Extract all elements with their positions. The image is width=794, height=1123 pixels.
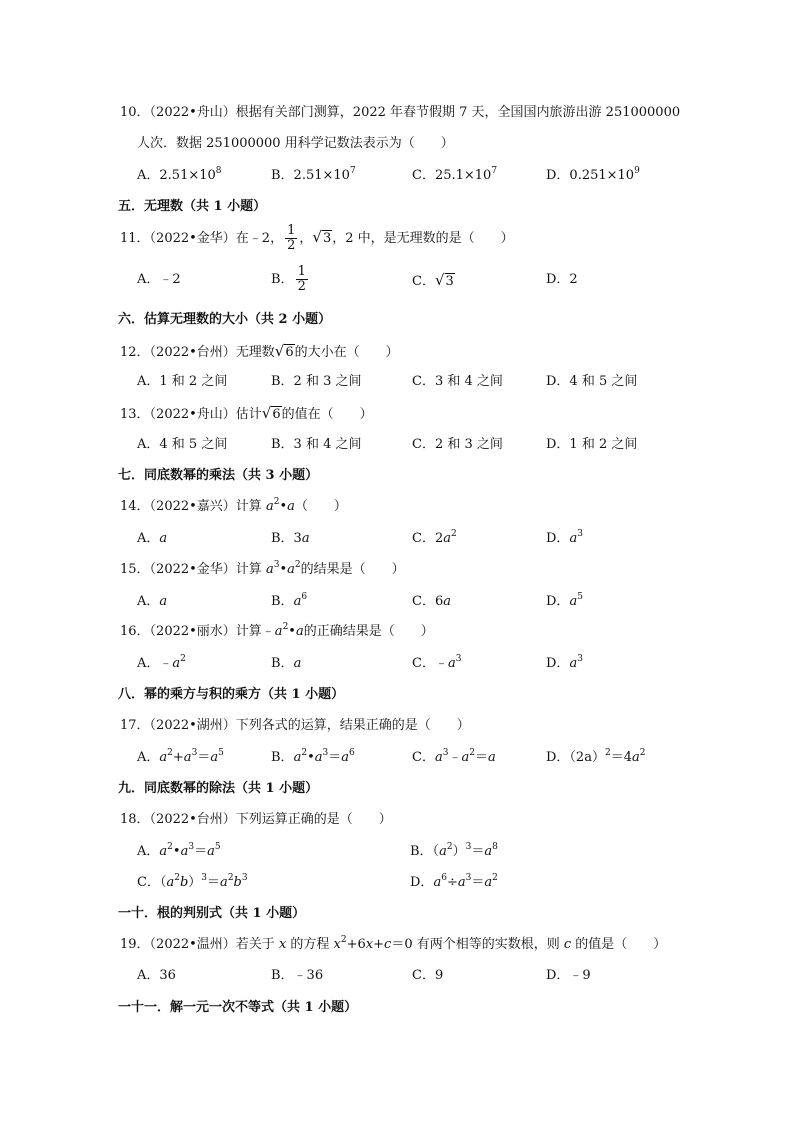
- question-10: [120, 104, 680, 122]
- section-heading-11: 一十一．解一元一次不等式（共 1 小题）: [118, 1000, 358, 1015]
- q19-option-b: B．﹣36: [271, 968, 324, 983]
- q11-option-d: D．2: [546, 272, 578, 287]
- question-15: 15．（2022•金华）计算 $a^3•a^2$的结果是（ ）: [120, 560, 405, 577]
- q18-option-c: C．$(a^2b)^3=a^2b^3$: [137, 873, 248, 890]
- q18-option-d: D．$a^6\div a^3=a^2$: [410, 873, 498, 890]
- question-13: 13．（2022•舟山）估计√6的值在（ ）: [120, 404, 373, 422]
- q13-option-c: C．2 和 3 之间: [412, 437, 503, 452]
- q11-option-c: C．√3: [412, 271, 454, 289]
- section-heading-5: 五．无理数（共 1 小题）: [118, 199, 267, 214]
- q10-option-a: A．$2.51\times 10^8$: [137, 166, 222, 183]
- q17-option-a: A．$a^2+a^3=a^5$: [137, 748, 224, 765]
- q12-option-b: B．2 和 3 之间: [271, 374, 362, 389]
- q12-option-a: A．1 和 2 之间: [137, 374, 228, 389]
- sqrt-symbol: √3: [312, 228, 332, 246]
- q13-option-d: D．1 和 2 之间: [546, 437, 638, 452]
- q10-option-b: B．$2.51\times 10^7$: [271, 166, 356, 183]
- question-16: 16．（2022•丽水）计算$﹣a^2•a$的正确结果是（ ）: [120, 622, 434, 639]
- q17-option-b: B．$a^2•a^3=a^6$: [271, 748, 355, 765]
- q17-option-d: D．$(2a)^2=4a^2$: [546, 748, 646, 765]
- section-heading-7: 七．同底数幂的乘法（共 3 小题）: [118, 468, 319, 483]
- section-heading-10: 一十．根的判别式（共 1 小题）: [118, 906, 306, 921]
- q16-option-d: D．$a^3$: [546, 654, 583, 671]
- question-10-cont: [137, 135, 454, 153]
- question-18: 18．（2022•台州）下列运算正确的是（ ）: [120, 812, 392, 827]
- q15-option-d: D．$a^5$: [546, 592, 583, 609]
- q18-option-a: A．$a^2•a^3=a^5$: [137, 842, 221, 859]
- q11-option-b: B． $\frac{1}{2}$: [271, 264, 306, 294]
- q19-option-a: A．36: [137, 968, 176, 983]
- q11-option-a: A．﹣2: [137, 272, 181, 287]
- q17-option-c: C．$a^3﹣a^2=a$: [412, 748, 496, 765]
- q16-option-a: A．$﹣a^2$: [137, 654, 186, 671]
- q14-option-c: C．$2a^2$: [412, 529, 457, 546]
- q15-option-c: C．6a: [412, 594, 451, 609]
- question-17: 17．（2022•湖州）下列各式的运算，结果正确的是（ ）: [120, 718, 470, 733]
- fraction: $\frac{1}{2}$: [287, 223, 296, 253]
- q19-option-d: D．﹣9: [546, 968, 591, 983]
- q13-option-b: B．3 和 4 之间: [271, 437, 362, 452]
- q16-option-b: B．a: [271, 656, 302, 671]
- q14-option-b: B．3a: [271, 531, 310, 546]
- question-10-text-2: 人次．数据 251000000 用科学记数法表示为（ ）: [137, 136, 454, 151]
- q15-option-a: A．a: [137, 594, 168, 609]
- q12-option-c: C．3 和 4 之间: [412, 374, 503, 389]
- q15-option-b: B．$a^6$: [271, 592, 308, 609]
- question-11: 11．（2022•金华）在﹣2， $\frac{1}{2}$ ，√3，2 中，是无理数的是（ ）: [120, 223, 514, 253]
- q19-option-c: C．9: [412, 968, 444, 983]
- q13-option-a: A．4 和 5 之间: [137, 437, 228, 452]
- q12-option-d: D．4 和 5 之间: [546, 374, 638, 389]
- section-heading-9: 九．同底数幂的除法（共 1 小题）: [118, 781, 319, 796]
- question-12: 12．（2022•台州）无理数√6的大小在（ ）: [120, 342, 399, 360]
- q16-option-c: C．$﹣a^3$: [412, 654, 462, 671]
- question-14: 14．（2022•嘉兴）计算 $a^2•a$（ ）: [120, 497, 347, 514]
- q10-option-d: D．$0.251\times 10^9$: [546, 166, 640, 183]
- q14-option-d: D．$a^3$: [546, 529, 583, 546]
- q14-option-a: A．a: [137, 531, 168, 546]
- question-19: 19．（2022•温州）若关于 x 的方程 $x^2+6x+c=0$ 有两个相等的实数根，则 c 的值是（ ）: [120, 935, 667, 952]
- question-10-text: 10．（2022•舟山）根据有关部门测算，2022 年春节假期 7 天，全国国内旅游出游 251000000: [120, 105, 681, 120]
- q10-option-c: C．$25.1\times 10^7$: [412, 166, 498, 183]
- q18-option-b: B．$(a^2)^3=a^8$: [410, 842, 498, 859]
- section-heading-6: 六．估算无理数的大小（共 2 小题）: [118, 312, 332, 327]
- section-heading-8: 八．幂的乘方与积的乘方（共 1 小题）: [118, 687, 345, 702]
